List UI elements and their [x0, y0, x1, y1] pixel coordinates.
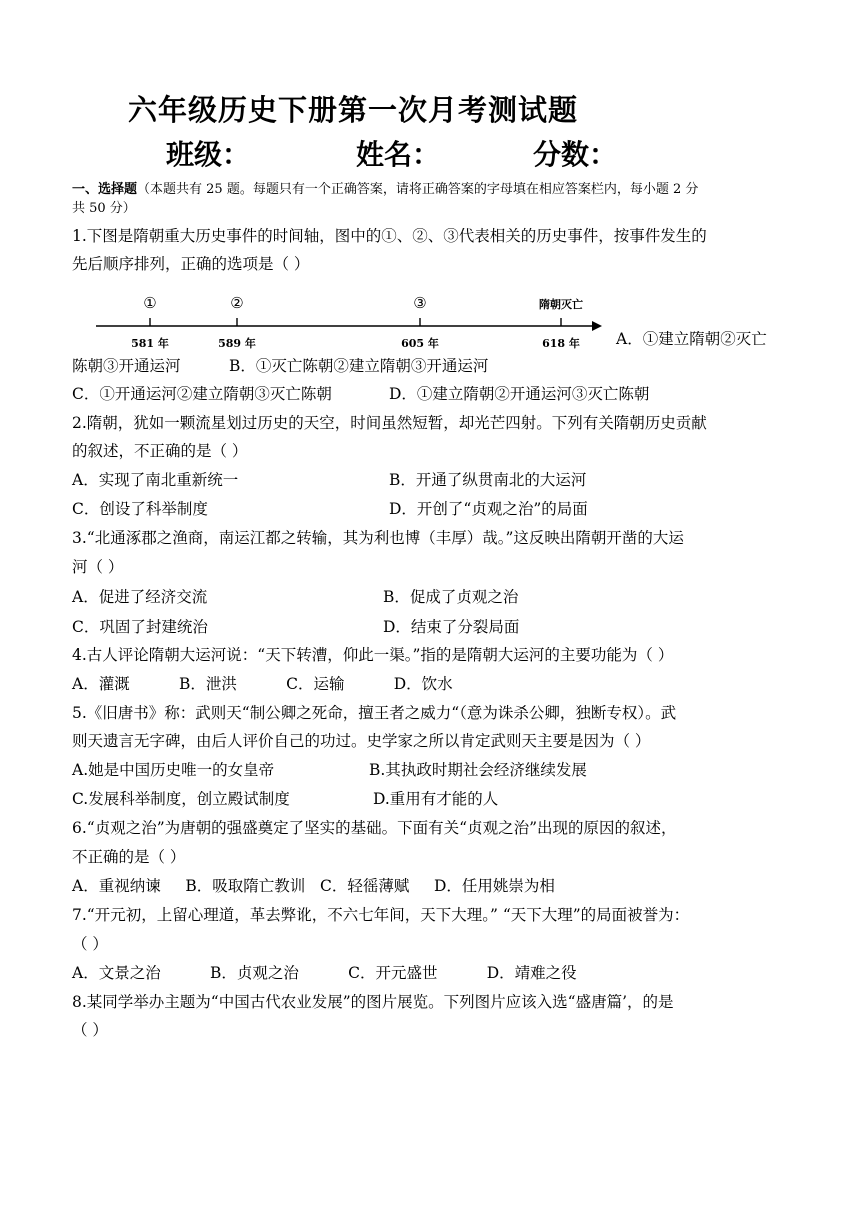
timeline-arrow [592, 321, 602, 331]
name-label: 姓名： [356, 138, 441, 171]
q2-option-c: C．创设了科举制度 [72, 500, 208, 518]
year-605: 605 年 [401, 337, 439, 350]
q2-stem-1: 2.隋朝，犹如一颗流星划过历史的天空，时间虽然短暂，却光芒四射。下列有关隋朝历史贡献 [72, 414, 707, 432]
section-heading-line [72, 178, 698, 200]
q3-option-a: A．促进了经济交流 [72, 588, 208, 606]
section-heading: 一、选择题 [72, 182, 138, 197]
timeline-figure [92, 290, 612, 356]
q7-options: A．文景之治 B．贞观之治 C．开元盛世 D．靖难之役 [72, 964, 577, 982]
q7-stem-2: （ ） [72, 935, 108, 953]
q1-stem-1: 1.下图是隋朝重大历史事件的时间轴，图中的①、②、③代表相关的历史事件，按事件发生的 [72, 227, 707, 245]
q1-stem-2: 先后顺序排列，正确的选项是（ ） [72, 255, 310, 273]
q6-stem-1: 6.“贞观之治”为唐朝的强盛奠定了坚实的基础。下面有关“贞观之治”出现的原因的叙述， [72, 819, 677, 837]
q4-stem: 4.古人评论隋朝大运河说：“天下转漕，仰此一渠。”指的是隋朝大运河的主要功能为（ ） [72, 646, 674, 664]
section-instructions-cont: 共 50 分） [72, 201, 136, 216]
q2-option-b: B．开通了纵贯南北的大运河 [389, 471, 587, 489]
year-589: 589 年 [218, 337, 256, 350]
q1-option-b: B．①灭亡陈朝②建立隋朝③开通运河 [229, 357, 489, 375]
q5-stem-1: 5.《旧唐书》称：武则天“制公卿之死命，擅王者之威力“（意为诛杀公卿，独断专权）。武 [72, 704, 677, 722]
score-label: 分数： [533, 138, 618, 171]
q5-option-d: D.重用有才能的人 [373, 790, 499, 808]
year-581: 581 年 [131, 337, 169, 350]
q1-option-c: C．①开通运河②建立隋朝③灭亡陈朝 [72, 385, 332, 403]
q3-option-b: B．促成了贞观之治 [383, 588, 519, 606]
q7-stem-1: 7.“开元初，上留心理道，革去弊讹，不六七年间，天下大理。” “天下大理”的局面被誉为： [72, 906, 690, 924]
q4-options: A．灌溉 B．泄洪 C．运输 D．饮水 [72, 675, 453, 693]
marker-1: ① [143, 294, 157, 312]
q8-stem-2: （ ） [72, 1021, 108, 1039]
q1-option-a-end: 陈朝③开通运河 [72, 357, 181, 375]
q2-option-d: D．开创了“贞观之治”的局面 [389, 500, 588, 518]
q5-option-b: B.其执政时期社会经济继续发展 [369, 761, 587, 779]
q3-stem-1: 3.“北通涿郡之渔商，南运江都之转输，其为利也博（丰厚）哉。”这反映出隋朝开凿的大运 [72, 529, 684, 547]
marker-sui-fall: 隋朝灭亡 [539, 298, 583, 311]
q2-option-a: A．实现了南北重新统一 [72, 471, 239, 489]
year-618: 618 年 [542, 337, 580, 350]
q3-option-c: C．巩固了封建统治 [72, 618, 208, 636]
page-title: 六年级历史下册第一次月考测试题 [128, 93, 579, 127]
q6-options: A．重视纳谏 B．吸取隋亡教训 C．轻徭薄赋 D．任用姚崇为相 [72, 877, 555, 895]
q1-option-d: D．①建立隋朝②开通运河③灭亡陈朝 [389, 385, 650, 403]
q3-option-d: D．结束了分裂局面 [383, 618, 520, 636]
q2-stem-2: 的叙述，不正确的是（ ） [72, 442, 248, 460]
section-instructions: （本题共有 25 题。每题只有一个正确答案，请将正确答案的字母填在相应答案栏内，每小题 2 分 [137, 182, 699, 197]
q1-option-a-start: A．①建立隋朝②灭亡 [616, 330, 767, 348]
q8-stem-1: 8.某同学举办主题为“中国古代农业发展”的图片展览。下列图片应该入选“盛唐篇’，的是 [72, 993, 674, 1011]
q5-option-a: A.她是中国历史唯一的女皇帝 [72, 761, 275, 779]
class-label: 班级： [166, 138, 251, 171]
q3-stem-2: 河（ ） [72, 558, 124, 576]
q6-stem-2: 不正确的是（ ） [72, 848, 186, 866]
marker-3: ③ [413, 294, 427, 312]
q5-option-c: C.发展科举制度，创立殿试制度 [72, 790, 290, 808]
q5-stem-2: 则天遗言无字碑，由后人评价自己的功过。史学家之所以肯定武则天主要是因为（ ） [72, 732, 651, 750]
marker-2: ② [230, 294, 244, 312]
